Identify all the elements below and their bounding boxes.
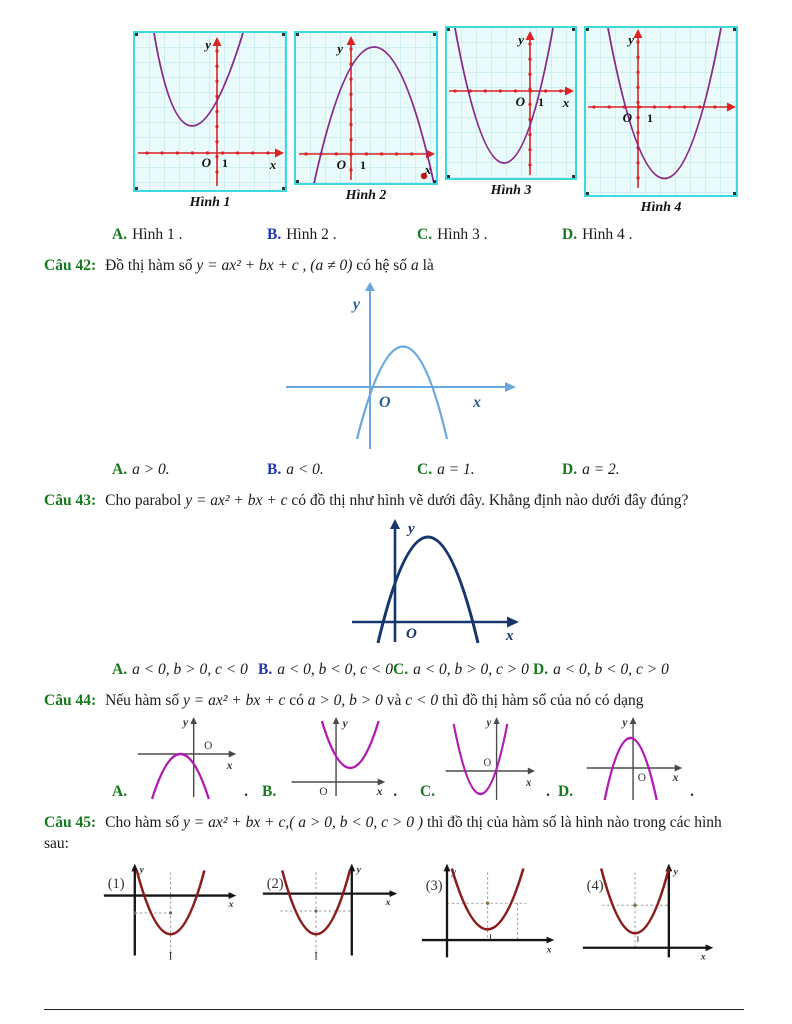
origin-label: O [204, 738, 213, 752]
q44-graph-b [284, 716, 390, 801]
option-text: Hình 3 . [437, 226, 488, 243]
x-axis-label: x [546, 944, 552, 956]
x-axis-label: x [269, 157, 277, 172]
guide-point [314, 909, 317, 912]
y-axis-label: y [622, 715, 628, 729]
axes [587, 723, 676, 800]
option-letter: C. [393, 660, 409, 678]
graph-number: (3) [425, 877, 443, 894]
axes [449, 31, 574, 175]
grid-panel-3 [445, 26, 577, 180]
math-expression: y = ax² + bx + c,( a > 0, b < 0, c > 0 ) [183, 813, 424, 831]
y-axis-arrow [494, 717, 500, 724]
y-axis-arrow [365, 282, 375, 291]
option-text: a < 0, b > 0, c > 0 [413, 660, 529, 678]
q45-graph-4 [577, 861, 722, 963]
figure-caption: Hình 4 [640, 200, 682, 215]
option-text: a < 0, b < 0, c < 0 [277, 660, 393, 678]
option-c [417, 226, 562, 244]
question-43-label: Câu 43: [44, 491, 97, 509]
option-d [533, 661, 792, 679]
y-axis-label: y [183, 715, 189, 729]
answer-row-hinh [112, 226, 792, 244]
option-a [112, 661, 258, 679]
option-a [112, 461, 267, 479]
question-42-text: là [418, 257, 434, 274]
option-text: a < 0, b > 0, c < 0 [132, 660, 248, 678]
option-text: Hình 1 . [132, 226, 183, 243]
y-axis-label: y [356, 863, 361, 875]
x-axis-arrow [229, 892, 237, 899]
axes [352, 528, 508, 642]
y-axis-arrow [444, 863, 451, 871]
y-axis-label: y [139, 863, 144, 875]
axes [588, 29, 736, 188]
option-period: . [546, 782, 550, 800]
math-expression: y = ax² + bx + c , (a ≠ 0) [196, 257, 353, 274]
y-axis-label: y [205, 37, 211, 52]
origin-label: O [515, 94, 525, 109]
origin-label: O [319, 784, 328, 798]
parabola-curve [378, 537, 478, 643]
y-axis-arrow [131, 863, 138, 871]
option-period: . [244, 782, 248, 800]
page-bottom-divider [44, 1009, 744, 1010]
option-d [562, 461, 792, 479]
figure-hinh-4 [584, 26, 738, 216]
y-axis-arrow [190, 717, 197, 724]
x-axis-label: x [526, 776, 532, 789]
corner-handles [586, 28, 736, 195]
question-44 [44, 691, 748, 712]
y-axis-arrow [348, 863, 355, 871]
question-43 [44, 491, 748, 512]
question-45-text: Cho hàm số [105, 813, 184, 831]
question-42-text: có hệ số [352, 257, 411, 274]
x-axis-arrow [528, 767, 535, 774]
unit-label: 1 [538, 95, 544, 109]
question-45-text: thì đồ thị của hàm số là hình nào trong các hình sau: [44, 813, 722, 852]
vertex-label: I [314, 948, 318, 962]
x-axis-label: x [562, 95, 570, 110]
parabola-curve [605, 738, 657, 800]
x-axis-label: x [473, 393, 481, 411]
figure-caption: Hình 1 [189, 195, 231, 210]
answer-row-42 [112, 461, 792, 479]
question-43-text: Cho parabol [105, 491, 186, 509]
option-letter: D. [533, 660, 549, 678]
origin-label: O [379, 393, 391, 411]
x-axis-label: x [385, 896, 391, 908]
question-44-text: Nếu hàm số [105, 691, 184, 709]
option-text: Hình 2 . [286, 226, 337, 243]
question-42 [44, 256, 748, 277]
option-letter: C. [420, 782, 436, 800]
parabola-curve [313, 47, 435, 183]
option-text: a > 0. [132, 460, 170, 478]
answer-row-44-graphs [112, 716, 792, 801]
q44-graph-c [443, 716, 543, 801]
x-axis-label: x [226, 758, 233, 772]
question-43-text: có đồ thị như hình vẽ dưới đây. Khẳng định nào dưới đây đúng? [287, 491, 689, 509]
option-b-graph [262, 716, 420, 801]
option-c [393, 661, 533, 679]
option-letter: D. [562, 226, 578, 243]
option-text: a = 2. [582, 460, 620, 478]
axes [292, 723, 379, 796]
option-letter: B. [267, 226, 282, 243]
option-letter: B. [262, 782, 277, 800]
figure-hinh-3 [445, 26, 577, 199]
option-text: a < 0, b < 0, c > 0 [553, 660, 669, 678]
q44-graph-d [581, 716, 687, 801]
x-axis-label: x [424, 162, 432, 177]
math-expression: a [410, 257, 419, 274]
dashed-guides [602, 872, 669, 947]
option-c [417, 461, 562, 479]
option-letter: C. [417, 226, 433, 243]
q44-graph-a [135, 716, 241, 801]
option-text: a = 1. [437, 460, 475, 478]
math-expression: y = ax² + bx + c [183, 691, 286, 709]
option-letter: B. [258, 660, 273, 678]
graph-number: (4) [586, 877, 604, 894]
option-letter: D. [562, 460, 578, 478]
option-a-graph [112, 716, 262, 801]
option-letter: A. [112, 460, 128, 478]
x-axis-label: x [672, 770, 679, 784]
math-expression: a > 0, b > 0 [307, 691, 383, 709]
y-axis-label: y [342, 716, 348, 730]
parabola-curve [608, 28, 721, 179]
question-44-text: có [285, 691, 308, 709]
hinh-3-graph [447, 28, 575, 178]
q42-parabola-graph [280, 281, 520, 451]
option-c-graph [420, 716, 558, 801]
parabola-curve [152, 754, 209, 799]
unit-label: 1 [360, 158, 366, 172]
option-letter: A. [112, 660, 128, 678]
x-axis-label: x [506, 627, 514, 644]
math-expression: y = ax² + bx + c [185, 491, 288, 509]
x-axis-arrow [229, 750, 237, 757]
guide-point [486, 901, 489, 904]
grid-panel-2 [294, 31, 438, 185]
guide-point [633, 903, 636, 906]
q43-parabola-graph [340, 516, 525, 651]
hinh-2-graph [296, 33, 436, 183]
hinh-1-graph [135, 33, 285, 190]
vertex-label: I [168, 948, 173, 962]
grid-panel-1 [133, 31, 287, 192]
origin-label: O [637, 770, 647, 784]
q45-graph-2 [259, 861, 404, 963]
parabola-curve [154, 33, 243, 126]
x-axis-arrow [505, 382, 516, 392]
x-axis-arrow [706, 944, 714, 951]
figure-caption: Hình 2 [345, 188, 387, 203]
graph-number: (2) [266, 875, 284, 892]
option-letter: A. [112, 226, 128, 243]
origin-label: O [336, 157, 346, 172]
grid-panel-4 [584, 26, 738, 197]
axes [138, 723, 230, 797]
y-axis-label: y [337, 41, 343, 56]
y-axis-label: y [486, 716, 492, 729]
option-letter: D. [558, 782, 574, 800]
y-axis-label: y [451, 865, 457, 877]
x-axis-arrow [507, 616, 519, 627]
y-axis-label: y [673, 865, 678, 877]
question-45-graphs-row [100, 861, 792, 963]
parabola-curve [454, 724, 508, 794]
option-letter: C. [417, 460, 433, 478]
x-axis-arrow [547, 936, 555, 943]
option-a [112, 226, 267, 244]
graph-number: (1) [107, 875, 125, 892]
question-43-figure [340, 516, 792, 651]
option-letter: A. [112, 782, 128, 800]
x-axis-arrow [390, 890, 398, 897]
option-d-graph [558, 716, 792, 801]
option-period: . [393, 782, 398, 800]
option-period: . [690, 782, 694, 800]
option-text: Hình 4 . [582, 226, 633, 243]
y-axis-arrow [333, 717, 340, 724]
y-axis-arrow [390, 519, 400, 529]
axes [286, 289, 506, 449]
x-axis-label: x [700, 950, 706, 962]
answer-row-43 [112, 661, 792, 679]
guide-point [169, 911, 172, 914]
question-44-text: thì đồ thị hàm số của nó có dạng [438, 691, 644, 709]
origin-label: O [201, 155, 211, 170]
corner-handles [447, 28, 575, 178]
question-45 [44, 813, 748, 855]
option-b [267, 226, 417, 244]
math-expression: c < 0 [405, 691, 439, 709]
option-d [562, 226, 792, 244]
y-axis-arrow [630, 717, 637, 724]
origin-label: O [483, 756, 492, 769]
x-axis-label: x [228, 898, 234, 910]
question-45-label: Câu 45: [44, 813, 97, 831]
y-axis-label: y [352, 295, 360, 313]
parabola-curve [322, 721, 379, 768]
unit-label: 1 [647, 111, 653, 125]
q45-graph-3 [418, 861, 563, 963]
y-axis-label: y [518, 32, 524, 47]
x-axis-label: x [376, 784, 383, 798]
hinh-4-graph [586, 28, 736, 195]
y-axis-label: y [628, 32, 634, 47]
option-letter: B. [267, 460, 282, 478]
question-42-label: Câu 42: [44, 257, 97, 274]
question-44-label: Câu 44: [44, 691, 97, 709]
figure-hinh-1 [133, 31, 287, 211]
unit-label: 1 [222, 156, 228, 170]
q45-graph-1 [100, 861, 245, 963]
question-42-text: Đồ thị hàm số [105, 257, 197, 274]
guide-point [133, 911, 136, 914]
origin-label: O [622, 110, 632, 125]
origin-label: O [406, 625, 417, 642]
question-42-figure [280, 281, 792, 451]
y-axis-label: y [408, 520, 415, 537]
question-44-text: và [382, 691, 406, 709]
figure-caption: Hình 3 [490, 183, 532, 198]
option-text: a < 0. [286, 460, 324, 478]
figure-hinh-2 [294, 31, 438, 204]
option-b [267, 461, 417, 479]
top-figures-row [133, 26, 792, 216]
option-b [258, 661, 393, 679]
